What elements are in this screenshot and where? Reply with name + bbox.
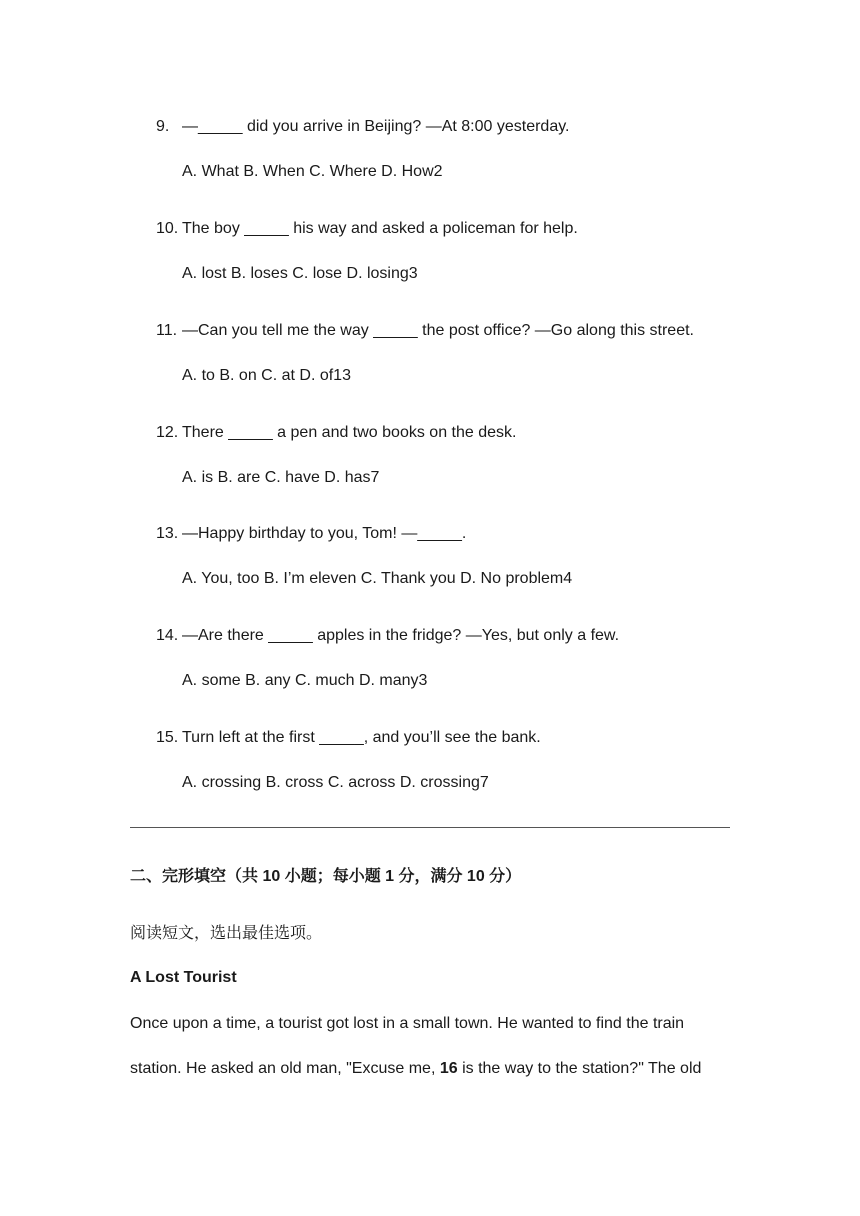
question-15-stem <box>156 727 541 749</box>
question-9-stem <box>156 116 569 138</box>
question-14-options: A. some B. any C. much D. many3 <box>182 672 428 689</box>
question-number: 11. <box>156 322 178 339</box>
question-12-options: A. is B. are C. have D. has7 <box>182 469 380 486</box>
question-number: 13. <box>156 525 179 542</box>
section-instruction: 阅读短文，选出最佳选项。 <box>130 925 323 942</box>
question-text: There _____ a pen and two books on the desk. <box>182 424 517 441</box>
question-text: —Are there _____ apples in the fridge? —Yes, but only a few. <box>182 627 620 644</box>
question-text: —Can you tell me the way _____ the post office? —Go along this street. <box>182 322 694 339</box>
section-heading: 二、完形填空（共 10 小题；每小题 1 分，满分 10 分） <box>130 868 522 885</box>
question-13-options: A. You, too B. I’m eleven C. Thank you D. No problem4 <box>182 570 573 587</box>
passage-title: A Lost Tourist <box>130 969 237 986</box>
passage-text: is the way to the station?" The old <box>457 1060 702 1077</box>
question-text: —_____ did you arrive in Beijing? —At 8:00 yesterday. <box>182 118 570 135</box>
blank-number: 16 <box>439 1060 458 1077</box>
passage-line: Once upon a time, a tourist got lost in a small town. He wanted to find the train <box>130 1015 685 1032</box>
passage-line <box>130 1058 701 1080</box>
question-number: 9. <box>156 118 170 135</box>
question-number: 14. <box>156 627 179 644</box>
question-12-stem <box>156 422 516 444</box>
question-10-stem <box>156 218 578 240</box>
question-text: The boy _____ his way and asked a policeman for help. <box>182 220 578 237</box>
question-11-stem <box>156 320 694 342</box>
question-number: 15. <box>156 729 179 746</box>
question-text: —Happy birthday to you, Tom! —_____. <box>182 525 467 542</box>
question-11-options: A. to B. on C. at D. of13 <box>182 367 351 384</box>
question-number: 10. <box>156 220 179 237</box>
question-9-options: A. What B. When C. Where D. How2 <box>182 163 443 180</box>
passage-text: station. He asked an old man, "Excuse me, <box>130 1060 440 1077</box>
question-15-options: A. crossing B. cross C. across D. crossing7 <box>182 774 489 791</box>
section-divider <box>130 827 730 828</box>
question-number: 12. <box>156 424 179 441</box>
question-13-stem <box>156 523 466 545</box>
question-10-options: A. lost B. loses C. lose D. losing3 <box>182 265 418 282</box>
question-14-stem <box>156 625 619 647</box>
question-text: Turn left at the first _____, and you’ll see the bank. <box>182 729 541 746</box>
